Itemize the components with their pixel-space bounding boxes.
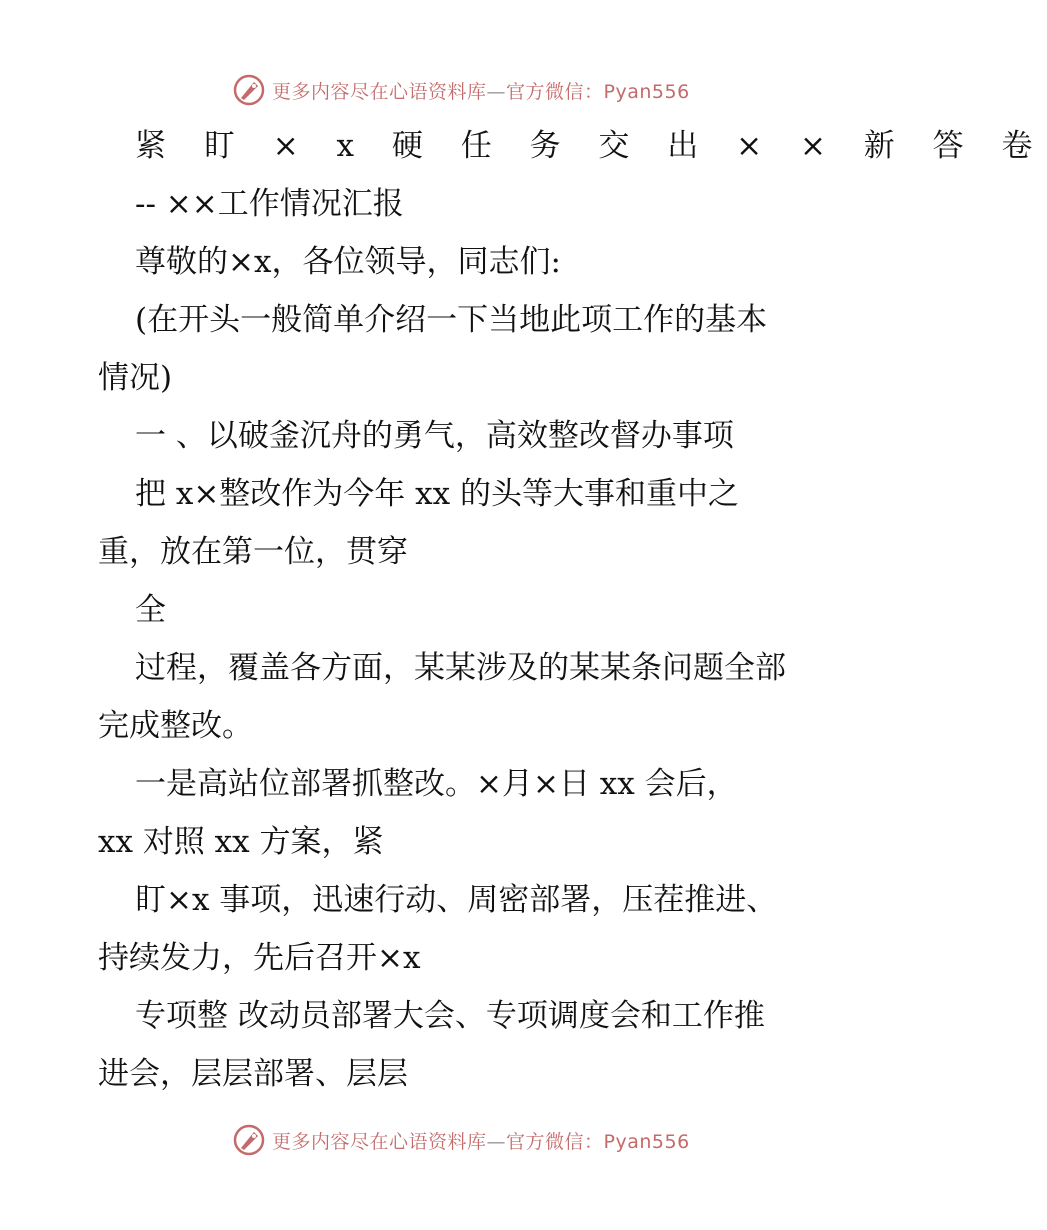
intro-line-2: 情况) [98,360,173,396]
pen-nib-circle-logo-icon [232,1123,266,1157]
paragraph-3-line-2: xx 对照 xx 方案，紧 [98,824,384,860]
watermark-separator: — [486,1130,507,1153]
paragraph-4-line-2: 持续发力，先后召开×x [98,940,421,976]
watermark-text [272,77,690,104]
header-watermark-banner [232,70,732,110]
watermark-site-text: 更多内容尽在心语资料库 [272,80,487,103]
watermark-site-text: 更多内容尽在心语资料库 [272,1130,487,1153]
paragraph-2-line-1: 过程，覆盖各方面，某某涉及的某某条问题全部 [135,650,786,686]
paragraph-1-line-2: 重，放在第一位，贯穿 [98,534,408,570]
section-1-heading: 一 、以破釜沉舟的勇气，高效整改督办事项 [135,418,734,454]
paragraph-5-line-2: 进会，层层部署、层层 [98,1056,408,1092]
watermark-separator: — [486,80,507,103]
paragraph-2-line-2: 完成整改。 [98,708,253,744]
intro-line-1: (在开头一般简单介绍一下当地此项工作的基本 [135,302,768,338]
document-title-line-2: -- ××工作情况汇报 [135,186,404,222]
pen-nib-circle-logo-icon [232,73,266,107]
watermark-contact-text: 官方微信：Pyan556 [506,80,690,103]
salutation: 尊敬的×x，各位领导，同志们: [135,244,561,280]
watermark-contact-text: 官方微信：Pyan556 [506,1130,690,1153]
paragraph-1-line-3: 全 [135,592,166,628]
document-title-line-1: 紧 盯 × x 硬 任 务 交 出 × × 新 答 卷 [135,128,1047,164]
footer-watermark-banner [232,1120,732,1160]
paragraph-3-line-1: 一是高站位部署抓整改。×月×日 xx 会后， [135,766,738,802]
watermark-text [272,1127,690,1154]
paragraph-4-line-1: 盯×x 事项，迅速行动、周密部署，压茬推进、 [135,882,778,918]
paragraph-5-line-1: 专项整 改动员部署大会、专项调度会和工作推 [135,998,765,1034]
paragraph-1-line-1: 把 x×整改作为今年 xx 的头等大事和重中之 [135,476,739,512]
